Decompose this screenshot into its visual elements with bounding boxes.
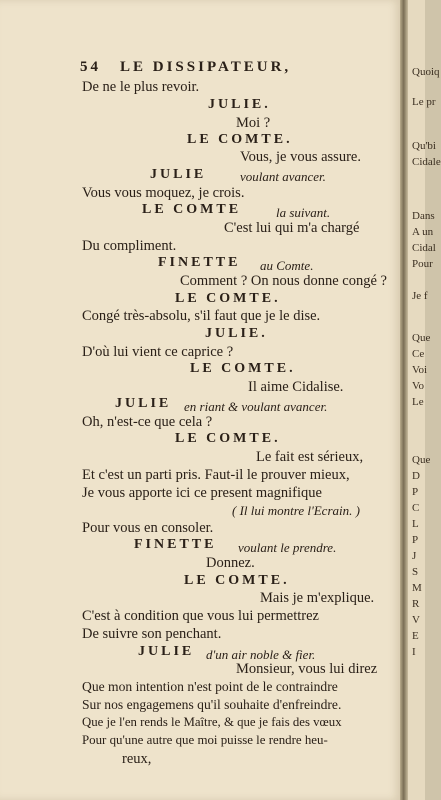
adjacent-fragment: P [412,534,419,546]
adjacent-fragment: Qu'bi [412,140,436,152]
speaker-name: JULIE [150,167,207,182]
adjacent-fragment: V [412,614,420,626]
speaker-name: FINETTE [134,537,217,552]
adjacent-fragment: R [412,598,420,610]
stage-direction: en riant & voulant avancer. [184,399,328,414]
text-line: Mais je m'explique. [260,590,375,606]
stage-direction: la suivant. [276,205,331,220]
stage-direction: ( Il lui montre l'Ecrain. ) [232,503,360,518]
adjacent-fragment: Cidal [412,242,436,254]
adjacent-fragment: Voi [412,364,428,376]
adjacent-fragment: Que [412,332,431,344]
text-line: Que mon intention n'est point de le contraindre [82,679,338,694]
book-gutter [400,0,408,800]
adjacent-fragment: E [412,630,419,642]
adjacent-fragment: Le [412,396,424,408]
text-line: De ne le plus revoir. [82,79,200,95]
speaker-name: JULIE [115,396,172,411]
speaker-name: LE COMTE. [187,132,293,147]
text-line: reux, [122,751,152,767]
adjacent-fragment: Ce [412,348,425,360]
adjacent-fragment: J [412,550,417,562]
text-line: Et c'est un parti pris. Faut-il le prouver mieux, [82,467,350,483]
adjacent-fragment: Que [412,454,431,466]
speaker-name: LE COMTE. [175,431,281,446]
adjacent-fragment: Vo [412,380,425,392]
text-line: Congé très-absolu, s'il faut que je le dise. [82,308,321,324]
text-line: Pour vous en consoler. [82,520,214,536]
adjacent-fragment: C [412,502,420,514]
speaker-name: LE COMTE [142,202,242,217]
text-line: Sur nos engagemens qu'il souhaite d'enfreindre. [82,697,342,712]
text-line: Vous, je vous assure. [240,149,361,165]
running-title: LE DISSIPATEUR, [120,59,292,75]
text-line: Pour qu'une autre que moi puisse le rendre heu- [82,733,328,747]
adjacent-fragment: A un [412,226,434,238]
adjacent-fragment: Le pr [412,96,436,108]
text-line: Moi ? [236,115,271,131]
speaker-name: LE COMTE. [175,291,281,306]
speaker-name: LE COMTE. [190,361,296,376]
stage-direction: voulant avancer. [240,169,326,184]
text-line: Du compliment. [82,238,177,254]
adjacent-fragment: P [412,486,419,498]
adjacent-fragment: Quoiq [412,66,440,78]
text-line: C'est lui qui m'a chargé [224,220,360,236]
text-line: Je vous apporte ici ce present magnifique [82,485,322,501]
adjacent-fragment: Pour [412,258,433,270]
speaker-name: FINETTE [158,255,241,270]
page-number: 54 [80,59,101,75]
stage-direction: au Comte. [260,258,314,273]
text-line: D'où lui vient ce caprice ? [82,344,234,360]
speaker-name: JULIE. [208,97,271,112]
speaker-name: JULIE [138,644,195,659]
text-line: Que je l'en rends le Maître, & que je fais des vœux [82,715,342,729]
stage-direction: d'un air noble & fier. [206,647,316,662]
text-line: C'est à condition que vous lui permettrez [82,608,319,624]
text-line: Vous vous moquez, je crois. [82,185,245,201]
adjacent-page-edge [408,0,441,800]
adjacent-fragment: M [412,582,422,594]
text-line: Oh, n'est-ce que cela ? [82,414,213,430]
adjacent-fragment: L [412,518,419,530]
speaker-name: LE COMTE. [184,573,290,588]
text-line: Comment ? On nous donne congé ? [180,273,387,289]
stage-direction: voulant le prendre. [238,540,337,555]
adjacent-fragment: Cidale [412,156,441,168]
adjacent-fragment: S [412,566,419,578]
adjacent-fragment: Je f [412,290,428,302]
text-line: Donnez. [206,555,255,571]
adjacent-fragment: Dans [412,210,435,222]
adjacent-fragment: I [412,646,416,658]
text-line: Monsieur, vous lui direz [236,661,378,677]
speaker-name: JULIE. [205,326,268,341]
text-line: De suivre son penchant. [82,626,222,642]
text-line: Il aime Cidalise. [248,379,344,395]
text-line: Le fait est sérieux, [256,449,364,465]
adjacent-fragment: D [412,470,420,482]
